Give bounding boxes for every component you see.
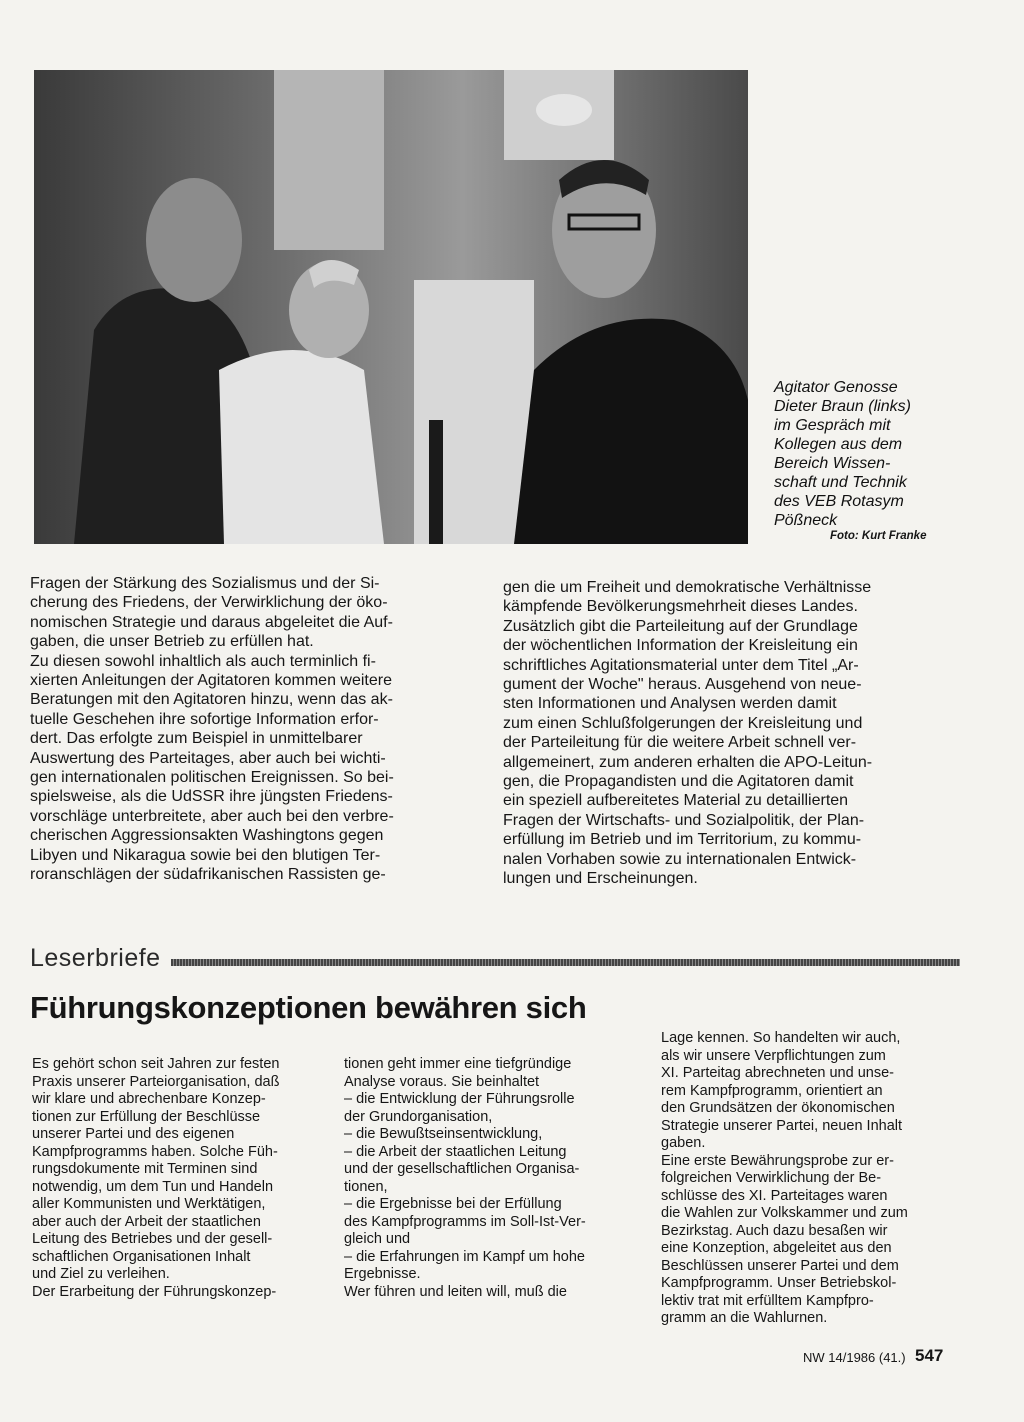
text-line: xierten Anleitungen der Agitatoren kommen weitere: [30, 672, 392, 690]
text-line: rungsdokumente mit Terminen sind: [32, 1161, 258, 1177]
text-line: Wer führen und leiten will, muß die: [344, 1283, 567, 1300]
text-line: zum einen Schlußfolgerungen der Kreisleitung und: [503, 714, 863, 732]
photo-illustration: [34, 70, 748, 544]
text-line: Fragen der Wirtschafts- und Sozialpolitik, der Plan-: [503, 811, 865, 829]
letter-column-1: [32, 1056, 327, 1301]
text-line: wir klare und abrechenbare Konzep-: [32, 1091, 266, 1107]
text-line: spielsweise, als die UdSSR ihre jüngsten Friedens-: [30, 788, 393, 806]
text-line: gen, die Propagandisten und die Agitatoren damit: [503, 773, 854, 791]
text-line: Eine erste Bewährungsprobe zur er-: [661, 1152, 894, 1169]
text-line: gaben, die unser Betrieb zu erfüllen hat.: [30, 633, 314, 651]
article-photo: [34, 70, 748, 544]
text-line: schaftlichen Organisationen Inhalt: [32, 1248, 251, 1265]
text-line: Bezirkstag. Auch dazu besaßen wir: [661, 1222, 888, 1239]
text-line: Der Erarbeitung der Führungskonzep-: [32, 1283, 277, 1300]
text-line: tuelle Geschehen ihre sofortige Information erfor-: [30, 710, 379, 728]
text-line: Fragen der Stärkung des Sozialismus und der Si-: [30, 575, 380, 592]
text-line: eine Konzeption, abgeleitet aus den: [661, 1240, 892, 1256]
article-column-left: [30, 574, 500, 885]
photo-credit: Foto: Kurt Franke: [830, 530, 927, 542]
text-line: gen internationalen politischen Ereignissen. So bei-: [30, 769, 394, 787]
text-line: nalen Vorhaben sowie zu internationalen Entwick-: [503, 850, 857, 868]
text-line: tionen,: [344, 1178, 388, 1195]
letter-headline: Führungskonzeptionen bewähren sich: [30, 990, 587, 1025]
text-line: kämpfende Bevölkerungsmehrheit dieses Landes.: [503, 598, 858, 616]
text-line: dert. Das erfolgte zum Beispiel in unmittelbarer: [30, 730, 363, 748]
text-line: Beschlüssen unserer Partei und dem: [661, 1257, 899, 1274]
text-line: Lage kennen. So handelten wir auch,: [661, 1030, 901, 1046]
caption-line: schaft und Technik: [774, 474, 907, 491]
letter-column-2: [344, 1056, 639, 1301]
text-line: notwendig, um dem Tun und Handeln: [32, 1178, 274, 1195]
text-line: gramm an die Wahlurnen.: [661, 1310, 828, 1326]
text-line: cherung des Friedens, der Verwirklichung der öko-: [30, 594, 388, 612]
section-rubric: [30, 940, 960, 976]
text-line: Zu diesen sowohl inhaltlich als auch terminlich fi-: [30, 652, 376, 670]
text-line: – die Ergebnisse bei der Erfüllung: [344, 1196, 562, 1212]
caption-line: Kollegen aus dem: [774, 436, 903, 453]
text-line: ein speziell aufbereitetes Material zu detaillierten: [503, 792, 849, 810]
text-line: erfüllung im Betrieb und im Territorium, zu kommu-: [503, 831, 862, 849]
text-line: nomischen Strategie und daraus abgeleitet die Auf-: [30, 613, 393, 631]
text-line: lektiv trat mit erfülltem Kampfpro-: [661, 1292, 874, 1309]
text-line: sten Informationen und Analysen werden damit: [503, 695, 837, 713]
text-line: – die Entwicklung der Führungsrolle: [344, 1091, 575, 1107]
text-line: der Grundorganisation,: [344, 1108, 493, 1125]
text-line: rem Kampfprogramm, orientiert an: [661, 1082, 883, 1099]
caption-line: Agitator Genosse: [774, 379, 898, 396]
text-line: – die Arbeit der staatlichen Leitung: [344, 1143, 567, 1160]
rubric-label: Leserbriefe: [30, 943, 161, 972]
text-line: Leitung des Betriebes und der gesell-: [32, 1231, 273, 1247]
text-line: schriftliches Agitationsmaterial unter dem Titel „Ar-: [503, 656, 859, 674]
caption-line: im Gespräch mit: [774, 417, 891, 434]
text-line: allgemeinert, zum anderen erhalten die APO-Leitun-: [503, 753, 873, 771]
text-line: der wöchentlichen Information der Kreisleitung ein: [503, 637, 858, 655]
text-line: und der gesellschaftlichen Organisa-: [344, 1161, 580, 1177]
text-line: – die Erfahrungen im Kampf um hohe: [344, 1248, 585, 1265]
text-line: Es gehört schon seit Jahren zur festen: [32, 1056, 280, 1072]
text-line: – die Bewußtseinsentwicklung,: [344, 1126, 543, 1142]
text-line: gument der Woche" heraus. Ausgehend von neue-: [503, 676, 862, 694]
text-line: die Wahlen zur Volkskammer und zum: [661, 1205, 908, 1221]
caption-line: des VEB Rotasym: [774, 493, 904, 510]
text-line: und Ziel zu verleihen.: [32, 1266, 170, 1282]
text-line: Auswertung des Parteitages, aber auch bei wichti-: [30, 749, 386, 767]
text-line: Zusätzlich gibt die Parteileitung auf der Grundlage: [503, 617, 858, 635]
text-line: lungen und Erscheinungen.: [503, 870, 698, 888]
rubric-rule: [171, 959, 960, 966]
issue-reference: NW 14/1986 (41.): [803, 1350, 906, 1365]
letter-column-3: [661, 1030, 953, 1328]
text-line: den Grundsätzen der ökonomischen: [661, 1100, 895, 1116]
text-line: gleich und: [344, 1231, 411, 1247]
text-line: der Parteileitung für die weitere Arbeit schnell ver-: [503, 734, 857, 752]
text-line: Strategie unserer Partei, neuen Inhalt: [661, 1117, 903, 1134]
text-line: schlüsse des XI. Parteitages waren: [661, 1187, 888, 1204]
text-line: gaben.: [661, 1135, 706, 1151]
text-line: vorschläge unterbreitete, aber auch bei den verbre-: [30, 807, 394, 825]
text-line: Ergebnisse.: [344, 1266, 421, 1282]
page-number: 547: [915, 1346, 944, 1365]
caption-line: Bereich Wissen-: [774, 455, 891, 472]
caption-line: Dieter Braun (links): [774, 398, 911, 415]
text-line: des Kampfprogramms im Soll-Ist-Ver-: [344, 1213, 586, 1230]
text-line: unserer Partei und des eigenen: [32, 1126, 235, 1142]
text-line: tionen geht immer eine tiefgründige: [344, 1056, 572, 1072]
text-line: tionen zur Erfüllung der Beschlüsse: [32, 1108, 261, 1125]
photo-caption: [774, 378, 974, 530]
article-column-right: [503, 578, 958, 889]
text-line: Kampfprogramms haben. Solche Füh-: [32, 1143, 278, 1160]
caption-line: Pößneck: [774, 512, 838, 529]
text-line: Beratungen mit den Agitatoren hinzu, wenn das ak-: [30, 691, 393, 709]
text-line: aller Kommunisten und Werktätigen,: [32, 1196, 266, 1212]
text-line: aber auch der Arbeit der staatlichen: [32, 1213, 261, 1230]
text-line: Kampfprogramm. Unser Betriebskol-: [661, 1275, 897, 1291]
text-line: roranschlägen der südafrikanischen Rassisten ge-: [30, 866, 386, 884]
text-line: Praxis unserer Parteiorganisation, daß: [32, 1073, 280, 1090]
text-line: gen die um Freiheit und demokratische Verhältnisse: [503, 579, 872, 596]
text-line: XI. Parteitag abrechneten und unse-: [661, 1065, 894, 1081]
text-line: als wir unsere Verpflichtungen zum: [661, 1047, 886, 1064]
text-line: folgreichen Verwirklichung der Be-: [661, 1170, 882, 1186]
text-line: cherischen Aggressionsakten Washingtons gegen: [30, 827, 384, 845]
text-line: Libyen und Nikaragua sowie bei den blutigen Ter-: [30, 846, 381, 864]
text-line: Analyse voraus. Sie beinhaltet: [344, 1073, 540, 1090]
